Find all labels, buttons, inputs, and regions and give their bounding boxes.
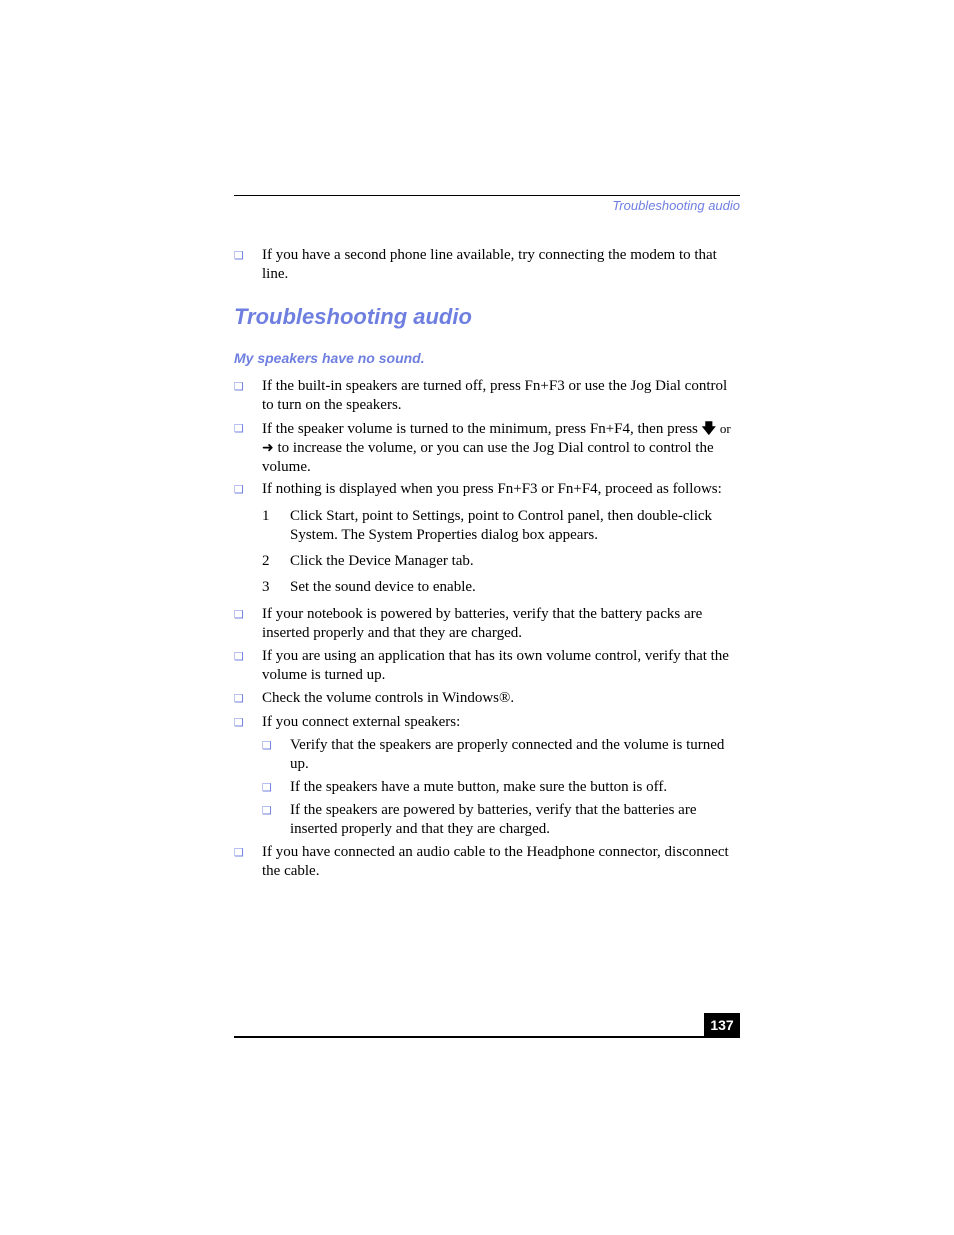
list-item-text: [262, 419, 742, 477]
checkbox-bullet-icon: ❑: [234, 846, 244, 859]
checkbox-bullet-icon: ❑: [234, 422, 244, 435]
list-item-text: Check the volume controls in Windows®.: [262, 690, 515, 706]
step-text: Click the Device Manager tab.: [290, 553, 474, 569]
volume-or: or: [719, 421, 731, 436]
checkbox-bullet-icon: ❑: [234, 692, 244, 705]
list-item-text: If the built-in speakers are turned off, press Fn+F3 or use the Jog Dial control to turn on the speakers.: [262, 378, 728, 413]
step-text: Click Start, point to Settings, point to Control panel, then double-click System. The System Properties dialog box appears.: [290, 508, 713, 543]
step-number: 2: [262, 553, 270, 569]
section-subtitle: My speakers have no sound.: [234, 350, 425, 366]
sub-list-item-text: If the speakers have a mute button, make sure the button is off.: [290, 779, 668, 795]
sub-list-item-text: If the speakers are powered by batteries, verify that the batteries are inserted properly and that they are charged.: [290, 802, 697, 837]
page-number: 137: [704, 1013, 740, 1037]
list-item-text: If you connect external speakers:: [262, 714, 461, 730]
list-item-text: If nothing is displayed when you press Fn+F3 or Fn+F4, proceed as follows:: [262, 481, 722, 497]
section-title: Troubleshooting audio: [234, 304, 472, 329]
running-head: Troubleshooting audio: [612, 198, 740, 213]
step-number: 1: [262, 508, 270, 524]
list-item-text: If your notebook is powered by batteries, verify that the battery packs are inserted properly and that they are charged.: [262, 606, 703, 641]
checkbox-bullet-icon: ❑: [234, 650, 244, 663]
list-item-text: If you have a second phone line available, try connecting the modem to that line.: [262, 247, 717, 282]
right-arrow-icon: ➜: [262, 440, 274, 456]
checkbox-bullet-icon: ❑: [234, 608, 244, 621]
checkbox-bullet-icon: ❑: [234, 249, 244, 262]
down-arrow-icon: 🡇: [701, 421, 717, 437]
checkbox-bullet-icon: ❑: [262, 781, 272, 794]
checkbox-bullet-icon: ❑: [234, 716, 244, 729]
volume-text-part1: If the speaker volume is turned to the minimum, press Fn+F4, then press: [262, 421, 698, 437]
checkbox-bullet-icon: ❑: [262, 804, 272, 817]
checkbox-bullet-icon: ❑: [234, 380, 244, 393]
sub-list-item-text: Verify that the speakers are properly connected and the volume is turned up.: [290, 737, 725, 772]
volume-text-part2: to increase the volume, or you can use the Jog Dial control to control the volume.: [262, 440, 714, 475]
header-rule: [234, 195, 740, 196]
list-item-text: If you have connected an audio cable to the Headphone connector, disconnect the cable.: [262, 844, 729, 879]
step-text: Set the sound device to enable.: [290, 579, 476, 595]
checkbox-bullet-icon: ❑: [262, 739, 272, 752]
list-item-text: If you are using an application that has its own volume control, verify that the volume is turned up.: [262, 648, 729, 683]
step-number: 3: [262, 579, 270, 595]
footer-rule: [234, 1036, 740, 1038]
checkbox-bullet-icon: ❑: [234, 483, 244, 496]
